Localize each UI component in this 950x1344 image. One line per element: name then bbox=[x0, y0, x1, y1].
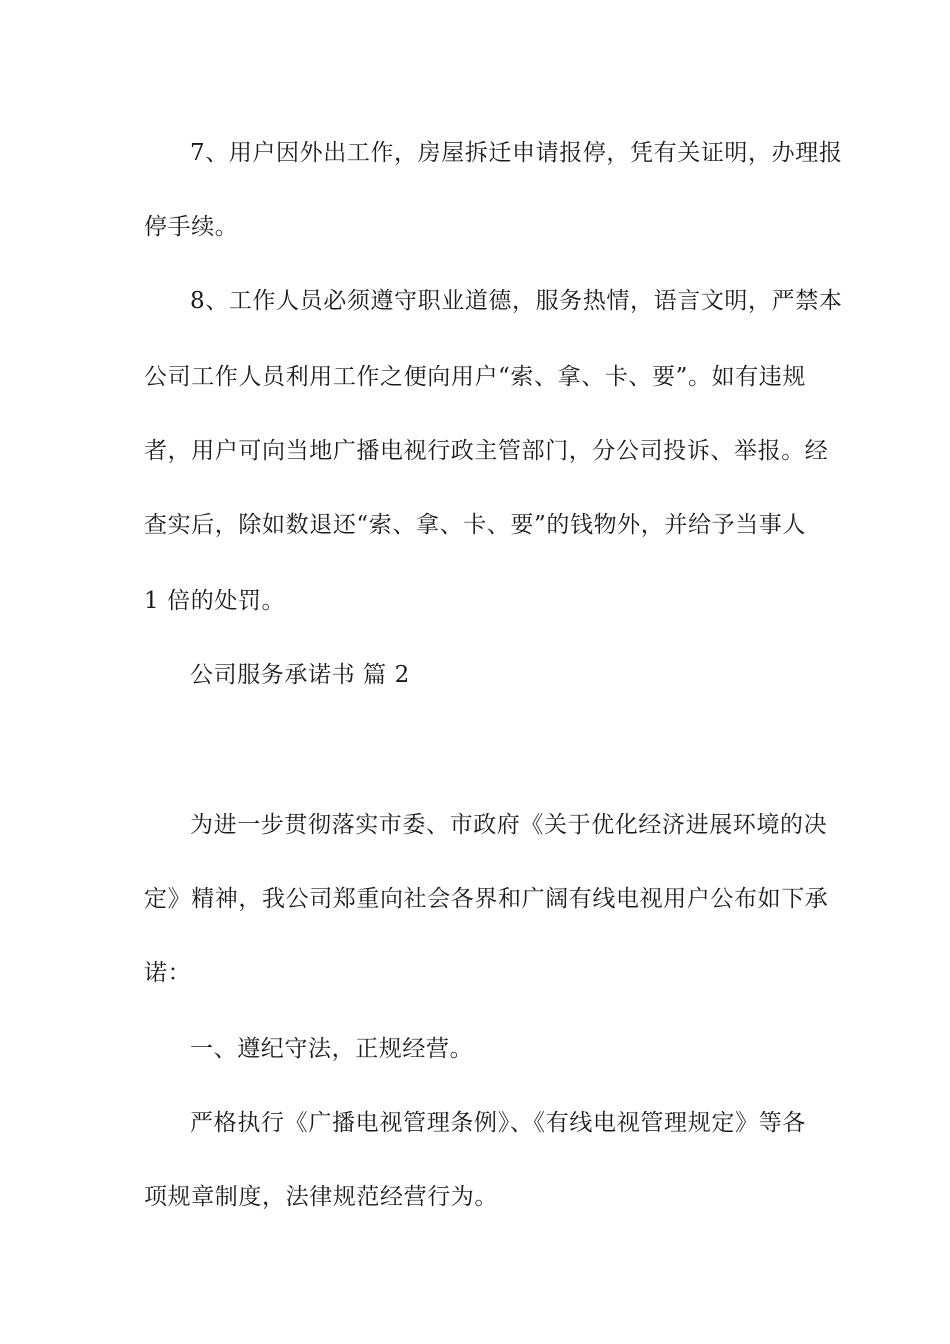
paragraph-8-line-4: 查实后，除如数退还“索、拿、卡、要”的钱物外，并给予当事人 bbox=[144, 512, 806, 538]
commitment-1-heading: 一、遵纪守法，正规经营。 bbox=[190, 1036, 474, 1062]
paragraph-8-line-1: 8、工作人员必须遵守职业道德，服务热情，语言文明，严禁本 bbox=[190, 288, 843, 314]
paragraph-7-line-2: 停手续。 bbox=[144, 214, 239, 240]
paragraph-7-line-1: 7、用户因外出工作，房屋拆迁申请报停，凭有关证明，办理报 bbox=[190, 140, 843, 166]
paragraph-8-line-2: 公司工作人员利用工作之便向用户“索、拿、卡、要”。如有违规 bbox=[144, 364, 806, 390]
paragraph-8-line-3: 者，用户可向当地广播电视行政主管部门，分公司投诉、举报。经 bbox=[144, 438, 829, 464]
section-heading: 公司服务承诺书 篇 2 bbox=[190, 662, 410, 688]
intro-paragraph-line-1: 为进一步贯彻落实市委、市政府《关于优化经济进展环境的决 bbox=[190, 812, 828, 838]
intro-paragraph-line-2: 定》精神，我公司郑重向社会各界和广阔有线电视用户公布如下承 bbox=[144, 886, 829, 912]
intro-paragraph-line-3: 诺： bbox=[144, 960, 192, 986]
paragraph-8-line-5: 1 倍的处罚。 bbox=[144, 588, 286, 614]
commitment-1-line-1: 严格执行《广播电视管理条例》、《有线电视管理规定》等各 bbox=[190, 1110, 806, 1136]
commitment-1-line-2: 项规章制度，法律规范经营行为。 bbox=[144, 1184, 498, 1210]
